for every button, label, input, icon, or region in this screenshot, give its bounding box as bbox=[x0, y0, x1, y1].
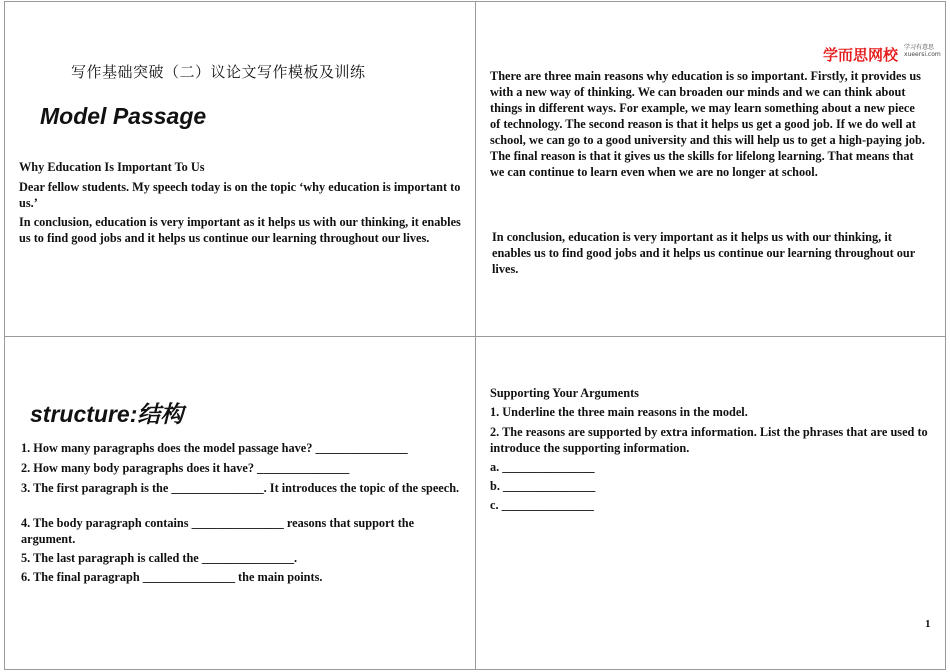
logo-main-text: 学而思网校 bbox=[823, 46, 899, 64]
logo-slogan: 学习有意思 bbox=[904, 44, 935, 51]
conclusion-paragraph: In conclusion, education is very important as it helps us with our thinking, it enables us to find good jobs and it helps us continue our learning throughout our lives. bbox=[19, 215, 461, 245]
slide-structure bbox=[4, 336, 476, 670]
body-paragraph: There are three main reasons why education is so important. Firstly, it provides us with a new way of thinking. We can broaden our minds and we can think about things in different ways. For example, we may learn something about a new piece of technology. The second reason is that it helps us get a good job. If we do well at school, we can go to a good university and this will help us to get a high-paying job. The final reason is that it gives us the skills for lifelong learning. That means that we can continue to learn even when we are no longer at school. bbox=[490, 69, 925, 179]
task-1: 1. Underline the three main reasons in the model. bbox=[490, 405, 748, 419]
question-3: 3. The first paragraph is the _______________. It introduces the topic of the speech. bbox=[21, 481, 460, 495]
task-2: 2. The reasons are supported by extra information. List the phrases that are used to introduce the supporting information. bbox=[490, 425, 928, 455]
page-number: 1 bbox=[925, 618, 931, 630]
logo-subtext bbox=[904, 44, 941, 58]
question-2: 2. How many body paragraphs does it have? _______________ bbox=[21, 461, 350, 475]
conclusion-paragraph-2: In conclusion, education is very important as it helps us with our thinking, it enables us to find good jobs and it helps us continue our learning throughout our lives. bbox=[492, 230, 915, 276]
question-4: 4. The body paragraph contains _______________ reasons that support the argument. bbox=[21, 516, 415, 546]
blank-c: c. _______________ bbox=[490, 498, 594, 512]
question-6: 6. The final paragraph _______________ the main points. bbox=[21, 570, 323, 584]
slide-supporting-arguments bbox=[475, 336, 946, 670]
slide-model-passage bbox=[4, 1, 476, 337]
supporting-heading: Supporting Your Arguments bbox=[490, 386, 639, 400]
intro-paragraph: Dear fellow students. My speech today is on the topic ‘why education is important to us.’ bbox=[19, 180, 461, 210]
blank-b: b. _______________ bbox=[490, 479, 596, 493]
logo-domain: xueersi.com bbox=[904, 51, 941, 58]
question-1: 1. How many paragraphs does the model passage have? _______________ bbox=[21, 441, 408, 455]
blank-a: a. _______________ bbox=[490, 460, 595, 474]
slide-passage-body bbox=[475, 1, 946, 337]
passage-subtitle: Why Education Is Important To Us bbox=[19, 160, 205, 174]
model-passage-heading: Model Passage bbox=[40, 103, 207, 129]
chinese-title: 写作基础突破（二）议论文写作模板及训练 bbox=[71, 63, 366, 81]
xueersi-logo bbox=[823, 44, 941, 65]
structure-heading: structure:结构 bbox=[30, 401, 184, 427]
question-5: 5. The last paragraph is called the _______________. bbox=[21, 551, 298, 565]
